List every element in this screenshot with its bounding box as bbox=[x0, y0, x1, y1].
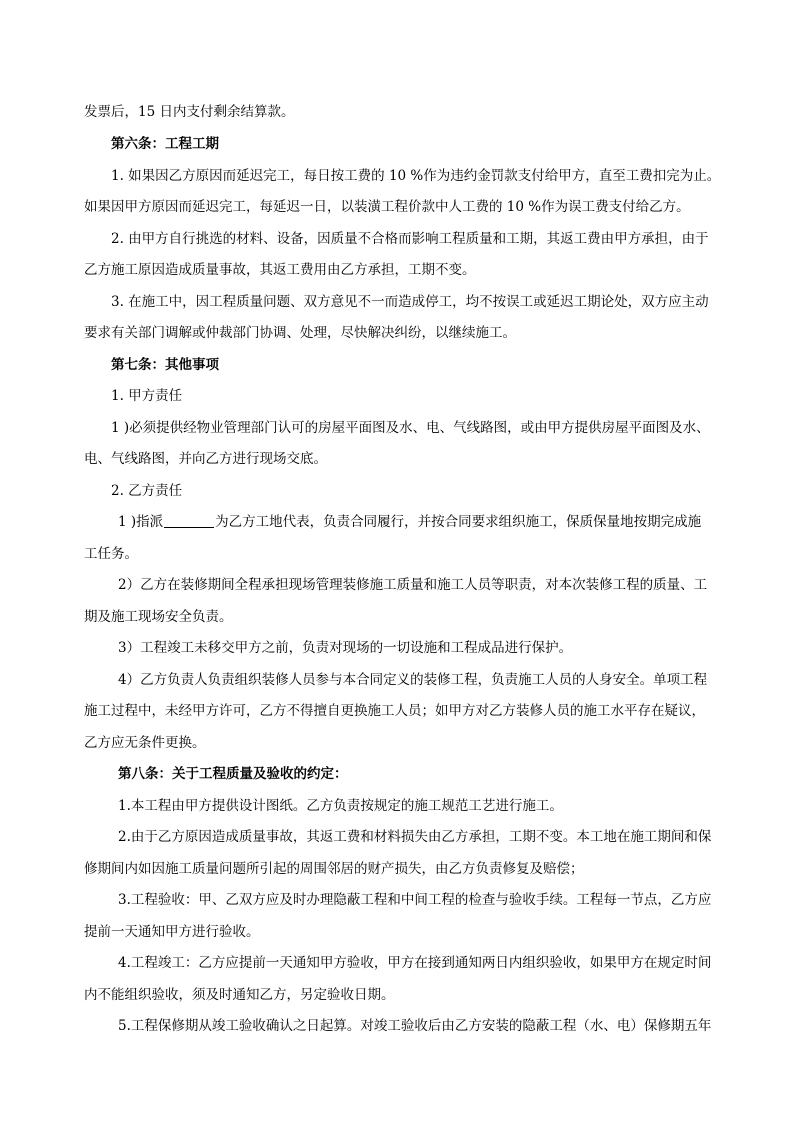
text-line: 内不能组织验收，须及时通知乙方，另定验收日期。 bbox=[84, 987, 395, 1003]
text-line: 工任务。 bbox=[84, 546, 138, 562]
text-line: 4.工程竣工：乙方应提前一天通知甲方验收，甲方在接到通知两日内组织验收，如果甲方在规定时间 bbox=[118, 955, 712, 971]
text-line: 1. 甲方责任 bbox=[111, 388, 183, 404]
text-fragment: 1 )指派 bbox=[118, 514, 164, 530]
text-line: 期及施工现场安全负责。 bbox=[84, 609, 233, 625]
text-line: 3. 在施工中，因工程质量问题、双方意见不一而造成停工，均不按误工或延迟工期论处，双方应主动 bbox=[111, 294, 709, 310]
section-heading: 第七条：其他事项 bbox=[111, 357, 219, 373]
text-line: 1 )必须提供经物业管理部门认可的房屋平面图及水、电、气线路图，或由甲方提供房屋平面图及水、 bbox=[111, 420, 710, 436]
text-line: 电、气线路图，并向乙方进行现场交底。 bbox=[84, 451, 327, 467]
section-heading: 第六条：工程工期 bbox=[111, 136, 219, 152]
text-line: 施工过程中，未经甲方许可，乙方不得擅自更换施工人员；如甲方对乙方装修人员的施工水平存在疑议， bbox=[84, 703, 705, 719]
text-line: 3）工程竣工未移交甲方之前，负责对现场的一切设施和工程成品进行保护。 bbox=[118, 640, 573, 656]
text-line: 1. 如果因乙方原因而延迟完工，每日按工费的 10 %作为违约金罚款支付给甲方，直至工费扣完为止。 bbox=[111, 168, 721, 184]
text-line: 如果因甲方原因而延迟完工，每延迟一日，以装潢工程价款中人工费的 10 %作为误工费支付给乙方。 bbox=[84, 199, 690, 215]
text-line: 5.工程保修期从竣工验收确认之日起算。对竣工验收后由乙方安装的隐蔽工程（水、电）保修期五年 bbox=[118, 1018, 712, 1034]
text-line: 要求有关部门调解或仲裁部门协调、处理，尽快解决纠纷，以继续施工。 bbox=[84, 325, 516, 341]
text-line: 发票后，15 日内支付剩余结算款。 bbox=[84, 104, 295, 120]
text-line: 2. 乙方责任 bbox=[111, 483, 183, 499]
text-line: 提前一天通知甲方进行验收。 bbox=[84, 924, 260, 940]
text-fragment: 为乙方工地代表，负责合同履行，并按合同要求组织施工，保质保量地按期完成施 bbox=[215, 514, 702, 530]
text-line: 2）乙方在装修期间全程承担现场管理装修施工质量和施工人员等职责，对本次装修工程的质量、工 bbox=[118, 577, 708, 593]
text-line: 2.由于乙方原因造成质量事故，其返工费和材料损失由乙方承担，工期不变。本工地在施工期间和保 bbox=[118, 829, 712, 845]
text-line: 4）乙方负责人负责组织装修人员参与本合同定义的装修工程，负责施工人员的人身安全。单项工程 bbox=[118, 672, 708, 688]
representative-blank bbox=[164, 513, 214, 528]
section-heading: 第八条：关于工程质量及验收的约定： bbox=[118, 766, 348, 782]
text-line: 2. 由甲方自行挑选的材料、设备，因质量不合格而影响工程质量和工期，其返工费由甲方承担，由于 bbox=[111, 231, 709, 247]
text-line: 乙方施工原因造成质量事故，其返工费用由乙方承担，工期不变。 bbox=[84, 262, 476, 278]
text-line bbox=[84, 507, 734, 539]
text-line: 乙方应无条件更换。 bbox=[84, 735, 206, 751]
text-line: 1.本工程由甲方提供设计图纸。乙方负责按规定的施工规范工艺进行施工。 bbox=[118, 798, 563, 814]
text-line: 修期间内如因施工质量问题所引起的周围邻居的财产损失，由乙方负责修复及赔偿； bbox=[84, 861, 584, 877]
text-line: 3.工程验收：甲、乙双方应及时办理隐蔽工程和中间工程的检查与验收手续。工程每一节点，乙方应 bbox=[118, 892, 712, 908]
